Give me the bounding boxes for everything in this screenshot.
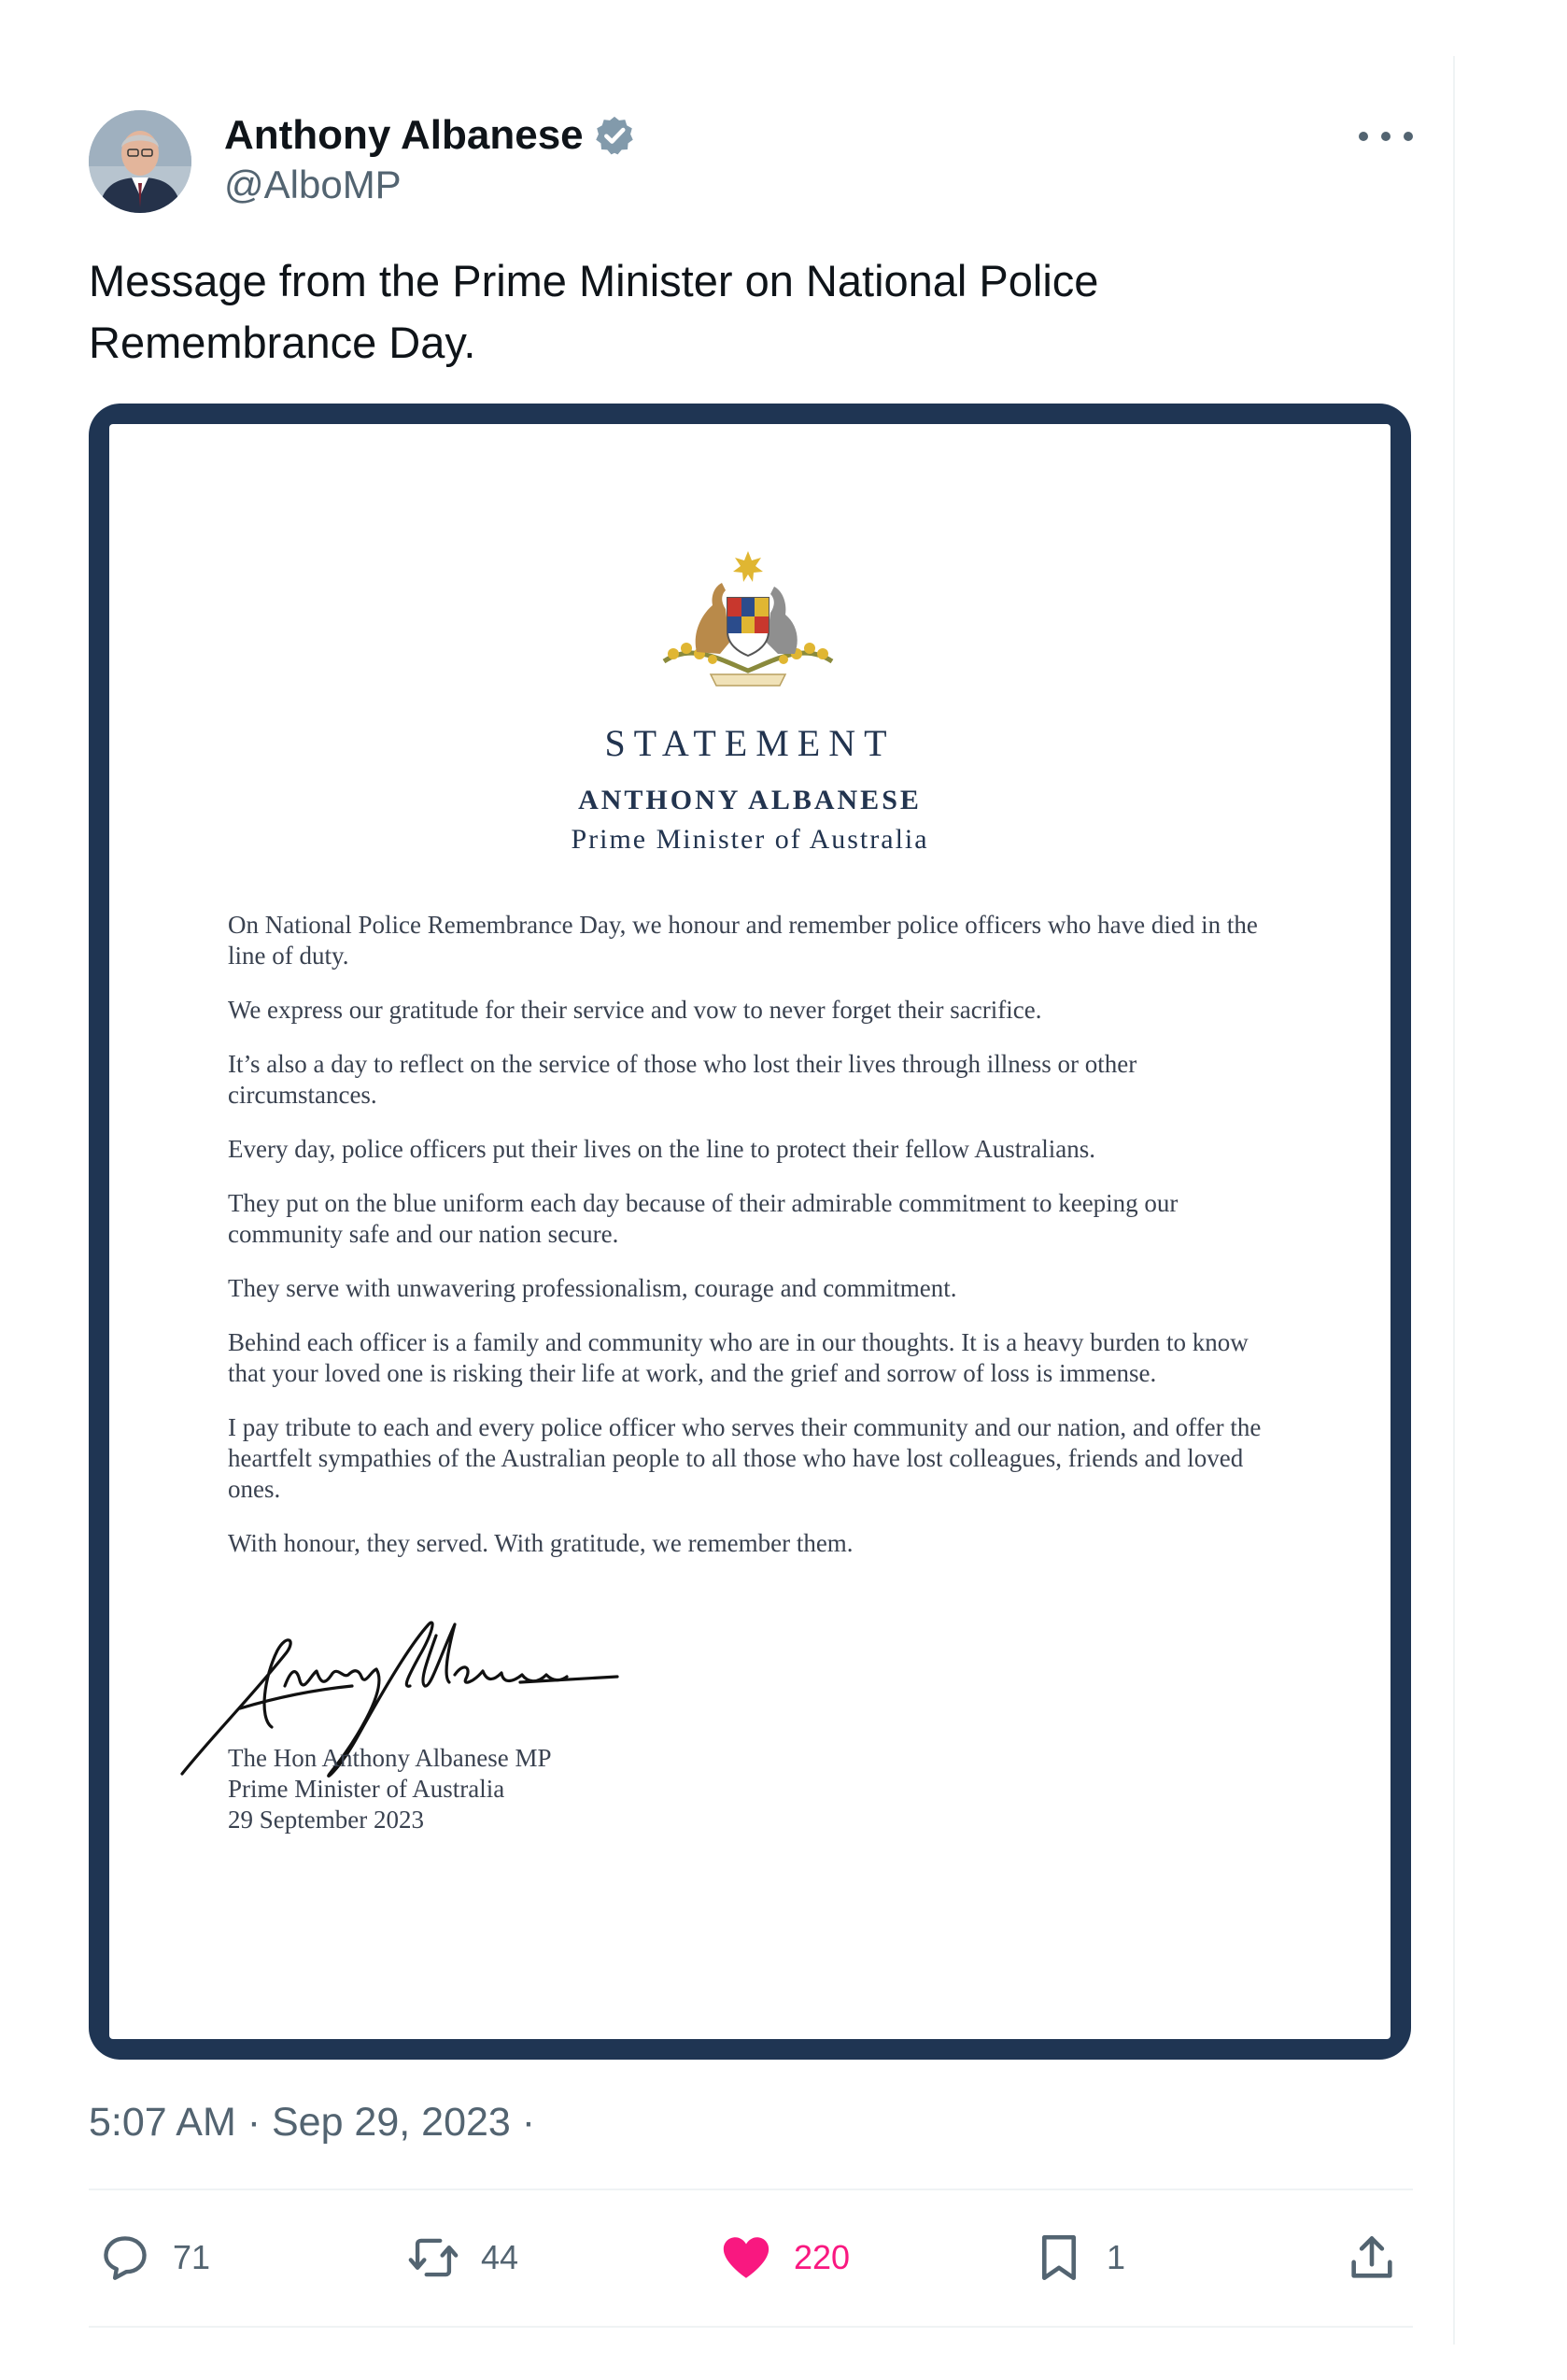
reply-count: 71 bbox=[173, 2238, 211, 2276]
avatar[interactable] bbox=[89, 110, 191, 213]
repost-button[interactable] bbox=[406, 2218, 518, 2297]
reply-icon bbox=[98, 2231, 152, 2285]
statement-paragraph: With honour, they served. With gratitude, we remember them. bbox=[228, 1529, 854, 1557]
tweet-media[interactable] bbox=[89, 404, 1411, 2060]
tweet-text: Message from the Prime Minister on National Police Remembrance Day. bbox=[89, 256, 1099, 367]
statement-paragraph: Behind each officer is a family and community who are in our thoughts. It is a heavy burden to know that your loved one is risking their life at work, and the grief and sorrow of loss is immense. bbox=[228, 1328, 1249, 1387]
author-handle[interactable]: @AlboMP bbox=[224, 163, 402, 206]
timeline-border bbox=[1453, 56, 1455, 2345]
share-icon bbox=[1345, 2231, 1399, 2285]
author-name[interactable]: Anthony Albanese bbox=[224, 112, 584, 158]
like-count: 220 bbox=[794, 2238, 851, 2276]
more-options-icon[interactable] bbox=[1359, 120, 1413, 153]
verified-badge-icon bbox=[593, 114, 636, 157]
statement-paragraph: They serve with unwavering professionalism, courage and commitment. bbox=[228, 1274, 957, 1302]
statement-author: ANTHONY ALBANESE bbox=[578, 785, 922, 815]
statement-paragraph: I pay tribute to each and every police officer who serves their community and our nation, and offer the heartfelt sympathies of the Australian people to all those who have lost colleagues, friends and loved ones. bbox=[228, 1413, 1262, 1503]
repost-icon bbox=[406, 2231, 460, 2285]
coat-of-arms-emblem bbox=[655, 549, 841, 689]
statement-heading: STATEMENT bbox=[604, 722, 896, 764]
action-bar bbox=[89, 2218, 1413, 2297]
divider bbox=[89, 2326, 1413, 2328]
heart-icon bbox=[719, 2231, 773, 2285]
signoff-name: The Hon Anthony Albanese MP bbox=[228, 1744, 552, 1772]
statement-paragraph: It’s also a day to reflect on the service of those who lost their lives through illness or other circumstances. bbox=[228, 1050, 1137, 1109]
like-button[interactable] bbox=[719, 2218, 850, 2297]
signoff-title: Prime Minister of Australia bbox=[228, 1775, 505, 1803]
bookmark-count: 1 bbox=[1107, 2238, 1126, 2276]
statement-paragraph: Every day, police officers put their lives on the line to protect their fellow Australians. bbox=[228, 1135, 1095, 1163]
signature-block bbox=[228, 1743, 551, 1835]
divider bbox=[89, 2189, 1413, 2190]
statement-body bbox=[228, 910, 1264, 1582]
repost-count: 44 bbox=[481, 2238, 519, 2276]
statement-paragraph: We express our gratitude for their service and vow to never forget their sacrifice. bbox=[228, 996, 1042, 1024]
statement-paragraph: They put on the blue uniform each day because of their admirable commitment to keeping our community safe and our nation secure. bbox=[228, 1189, 1179, 1248]
share-button[interactable] bbox=[1345, 2218, 1399, 2297]
statement-role: Prime Minister of Australia bbox=[571, 824, 929, 855]
signoff-date: 29 September 2023 bbox=[228, 1806, 424, 1834]
bookmark-icon bbox=[1032, 2231, 1086, 2285]
statement-paragraph: On National Police Remembrance Day, we honour and remember police officers who have died in the line of duty. bbox=[228, 911, 1258, 970]
author-name-row[interactable] bbox=[224, 112, 636, 159]
statement-document bbox=[109, 424, 1391, 2039]
reply-button[interactable] bbox=[98, 2218, 210, 2297]
tweet-timestamp[interactable]: 5:07 AM · Sep 29, 2023 · bbox=[89, 2100, 536, 2145]
bookmark-button[interactable] bbox=[1032, 2218, 1125, 2297]
